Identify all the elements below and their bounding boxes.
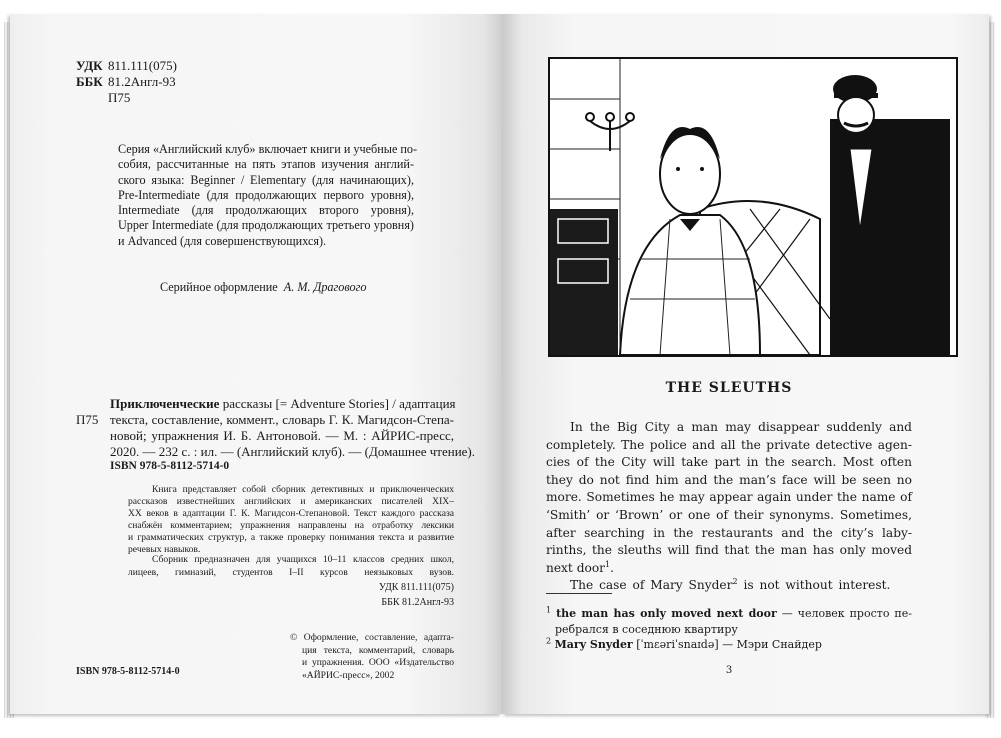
- footnotes: [546, 606, 912, 653]
- footnote-term: the man has only moved next door: [556, 607, 777, 620]
- text-line: Сборник предназначен для учащихся 10–11 классов средних школ,: [152, 554, 454, 565]
- author-mark-biblio: П75: [76, 412, 99, 427]
- footnote-2: [546, 637, 912, 653]
- text-line: ‘Smith’ or ‘Brown’ or one of their synonyms. Sometimes,: [546, 507, 912, 522]
- biblio-text: рассказы [= Adventure Stories] / адаптация: [222, 396, 456, 411]
- biblio-line: 2020. — 232 с. : ил. — (Английский клуб). — (Домашнее чтение).: [110, 444, 476, 459]
- detectives-illustration: [550, 59, 956, 355]
- text-line: собия, рассчитанные на пять этапов изучения англий-: [118, 157, 414, 172]
- illustration: [548, 57, 958, 357]
- footnote-1-continuation: ребрался в соседнюю квартиру: [555, 622, 738, 636]
- paragraph-text: next door: [546, 560, 606, 575]
- text-line: more. Sometimes he may appear again under the name of: [546, 490, 912, 505]
- biblio-line: текста, составление, коммент., словарь Г. К. Магидсон-Степа-: [110, 412, 454, 427]
- bbk-value: 81.2Англ-93: [108, 74, 176, 89]
- udk-value: 811.111(075): [108, 58, 177, 73]
- story-text: [546, 419, 912, 595]
- text-line: after searching in the restaurants and the city’s laby-: [546, 525, 912, 540]
- biblio-title: Приключенческие: [110, 396, 220, 411]
- design-label: Серийное оформление: [160, 280, 278, 294]
- series-description: [118, 142, 418, 249]
- design-author: А. М. Драгового: [283, 280, 367, 294]
- paragraph-text: is not without interest.: [737, 578, 891, 593]
- classification-block: [76, 58, 177, 106]
- text-line: рассказов известнейших английских и американских писателей XIX–: [128, 496, 454, 507]
- footnote-ref-1[interactable]: 1: [605, 559, 611, 569]
- text-line: «АЙРИС-пресс», 2002: [302, 669, 395, 681]
- text-line: ция текста, комментарий, словарь: [302, 644, 454, 656]
- copyright-notice: [290, 632, 454, 682]
- classification-footer: [378, 580, 454, 610]
- text-line: и упражнения. ООО «Издательство: [302, 657, 454, 668]
- story-title: THE SLEUTHS: [665, 380, 793, 396]
- text-line: XX веков в адаптации Г. К. Магидсон-Степановой. Текст каждого рассказа: [128, 508, 454, 519]
- annotation: [128, 484, 454, 556]
- udk-full: УДК 811.111(075): [378, 582, 454, 593]
- text-line: Серия «Английский клуб» включает книги и учебные по-: [118, 142, 418, 156]
- isbn: ISBN 978-5-8112-5714-0: [110, 460, 230, 472]
- page-number: 3: [725, 665, 733, 676]
- text-line: rinths, the sleuths will find that the man has only moved: [546, 543, 912, 558]
- text-line: completely. The police and all the private detective agen-: [546, 437, 912, 452]
- bibliographic-record: [110, 396, 476, 460]
- text-line: лицеев, гимназий, студентов I–II курсов неязыковых вузов.: [128, 567, 454, 578]
- footnote-ref-2[interactable]: 2: [732, 577, 738, 587]
- text-line: ского языка: Beginner / Elementary (для начинающих),: [118, 172, 414, 187]
- text-line: снабжён комментарием; упражнения направлены на отработку лексики: [128, 520, 454, 531]
- text-line: и Advanced (для совершенствующихся).: [118, 233, 327, 248]
- text-line: Intermediate (для продолжающих второго уровня),: [118, 203, 414, 218]
- text-line: Книга представляет собой сборник детективных и приключенческих: [152, 484, 454, 495]
- biblio-line: [110, 396, 454, 412]
- footnote-translation: [ˈmɛəriˈsnaɪdə] — Мэри Снайдер: [632, 638, 822, 651]
- bbk-full: ББК 81.2Англ-93: [381, 597, 454, 608]
- text-line: Upper Intermediate (для продолжающих третьего уровня): [118, 218, 414, 233]
- footnote-mark: 1: [546, 605, 552, 615]
- text-line: Pre-Intermediate (для продолжающих первого уровня),: [118, 187, 414, 202]
- paragraph-1-last-line: next door$^1$.: [546, 559, 614, 575]
- biblio-line: новой; упражнения И. Б. Антоновой. — М. : АЙРИС-пресс,: [110, 428, 454, 443]
- audience-note: [128, 553, 454, 579]
- text-line: cies of the City will take part in the search. Most often: [546, 455, 912, 470]
- author-mark: П75: [108, 90, 131, 105]
- footnote-1: [546, 606, 912, 622]
- text-line: In the Big City a man may disappear suddenly and: [570, 420, 912, 434]
- footnote-translation: — человек просто пе-: [776, 607, 912, 620]
- bbk-label: ББК: [76, 74, 103, 89]
- text-line: речевых навыков.: [128, 544, 201, 555]
- design-credit: [160, 280, 366, 295]
- footnote-mark: 2: [546, 636, 552, 646]
- text-line: they do not find him and the man’s face will be seen no: [546, 472, 912, 487]
- udk-label: УДК: [76, 58, 103, 73]
- text-line: © Оформление, составление, адапта-: [290, 632, 454, 643]
- paragraph-text: The case of Mary Snyder: [570, 578, 733, 593]
- footnote-divider: [546, 593, 612, 594]
- text-line: и грамматических структур, а также проверку понимания текста и развитие: [128, 532, 454, 543]
- paragraph-1: [546, 419, 912, 560]
- footnote-term: Mary Snyder: [554, 638, 633, 651]
- isbn-bottom: ISBN 978-5-8112-5714-0: [76, 666, 180, 677]
